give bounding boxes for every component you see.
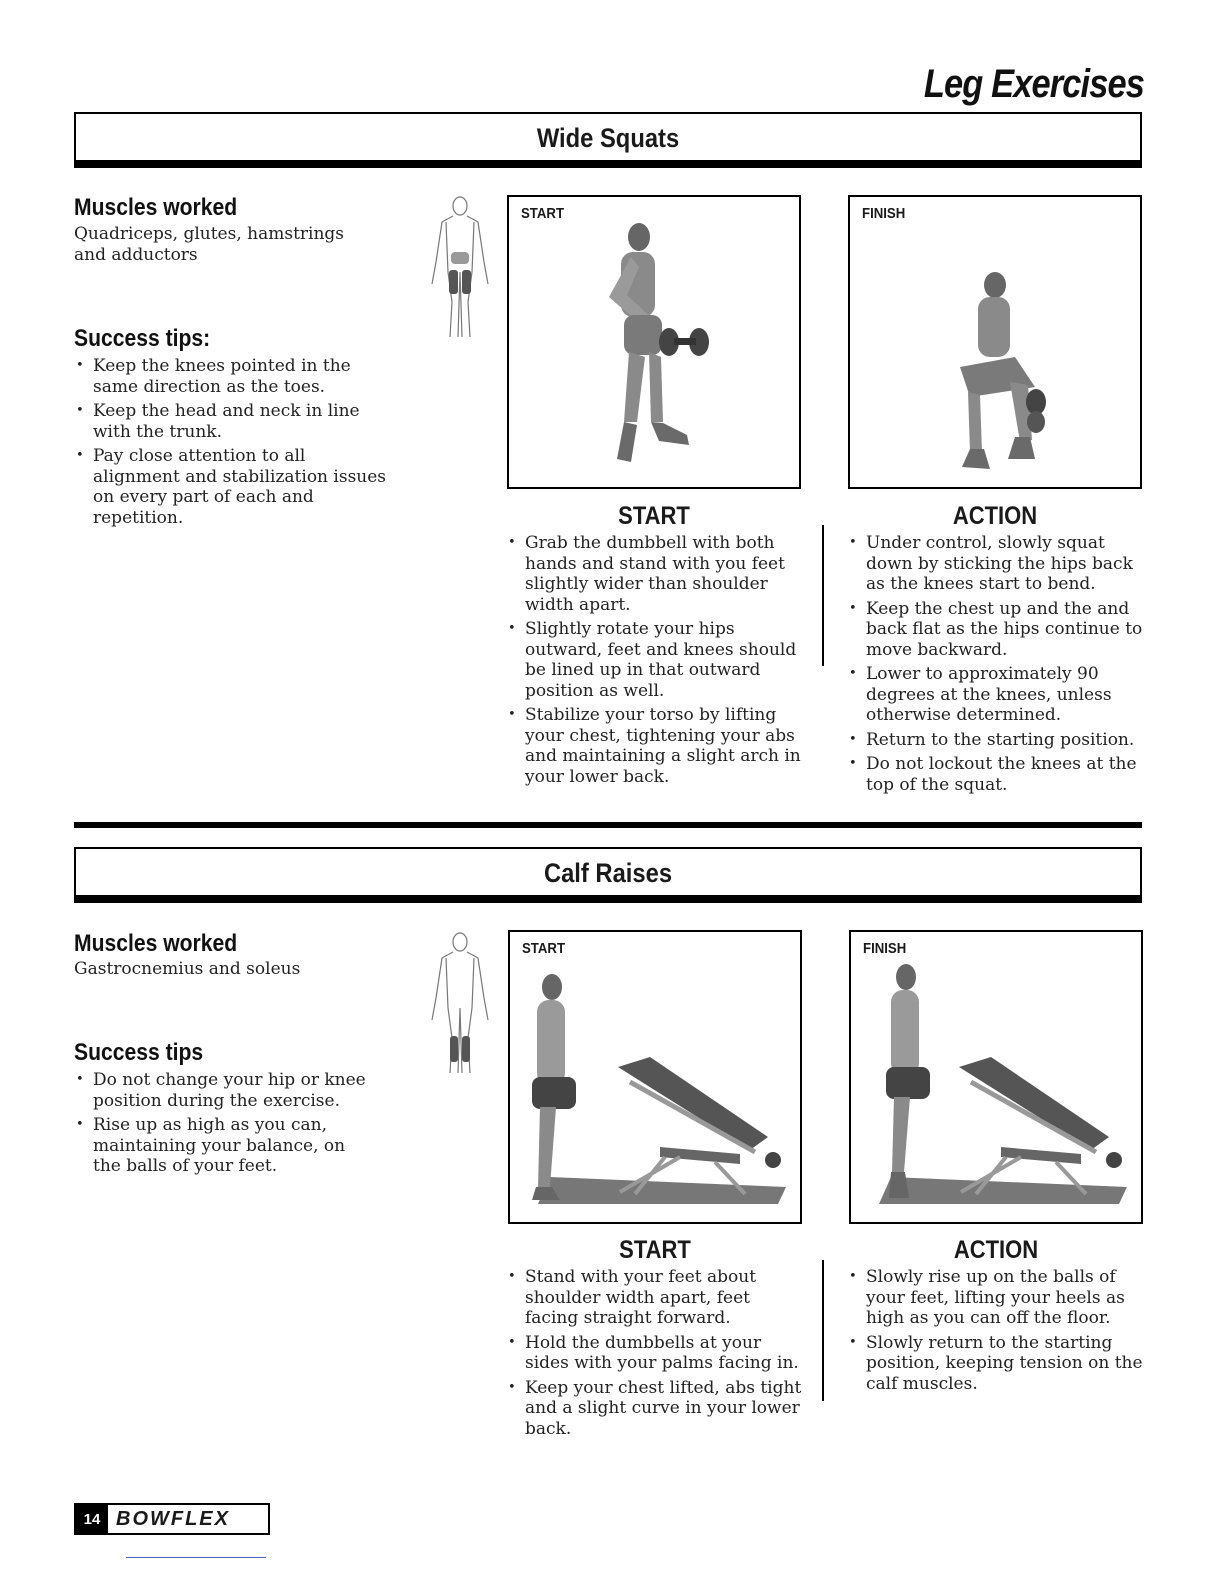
action-instructions bbox=[847, 533, 1147, 799]
muscles-worked-heading: Muscles worked bbox=[74, 194, 238, 221]
start-instructions bbox=[506, 533, 806, 791]
action-heading: ACTION bbox=[952, 502, 1038, 530]
photo-label: START bbox=[521, 205, 565, 222]
list-item: • Return to the starting position. bbox=[847, 730, 1147, 751]
photo-label: START bbox=[522, 940, 566, 957]
list-item: • Under control, slowly squat down by sticking the hips back as the knees start to bend. bbox=[847, 533, 1147, 595]
footer-divider bbox=[126, 1557, 266, 1558]
exercise-title-box bbox=[74, 112, 1142, 168]
list-item: • Lower to approximately 90 degrees at the knees, unless otherwise determined. bbox=[847, 664, 1147, 726]
column-divider bbox=[822, 1260, 824, 1401]
finish-photo bbox=[848, 195, 1142, 489]
action-instructions bbox=[847, 1267, 1147, 1398]
list-item: • Slowly return to the starting position, keeping tension on the calf muscles. bbox=[847, 1333, 1147, 1395]
list-item: • Slightly rotate your hips outward, feet and knees should be lined up in that outward position as well. bbox=[506, 619, 806, 701]
calf-raise-start-figure bbox=[510, 932, 800, 1222]
exercise-title: Calf Raises bbox=[543, 858, 673, 888]
list-item: • Keep the head and neck in line with the trunk. bbox=[74, 401, 394, 442]
list-item: • Do not lockout the knees at the top of the squat. bbox=[847, 754, 1147, 795]
brand-logo: BOWFLEX bbox=[116, 1507, 230, 1530]
anatomy-figure-icon bbox=[420, 192, 500, 342]
action-heading: ACTION bbox=[953, 1236, 1039, 1264]
list-item: • Stand with your feet about shoulder width apart, feet facing straight forward. bbox=[506, 1267, 806, 1329]
start-photo bbox=[508, 930, 802, 1224]
page-number: 14 bbox=[76, 1505, 108, 1533]
footer-logo bbox=[74, 1503, 270, 1535]
list-item: • Hold the dumbbells at your sides with your palms facing in. bbox=[506, 1333, 806, 1374]
success-tips-list bbox=[74, 1070, 374, 1181]
success-tips-heading: Success tips bbox=[74, 1039, 204, 1066]
list-item: • Keep your chest lifted, abs tight and a slight curve in your lower back. bbox=[506, 1378, 806, 1440]
section-divider bbox=[74, 822, 1142, 828]
muscles-worked-text: Gastrocnemius and soleus bbox=[74, 959, 301, 979]
list-item: • Stabilize your torso by lifting your chest, tightening your abs and maintaining a slight arch in your lower back. bbox=[506, 705, 806, 787]
photo-label: FINISH bbox=[862, 205, 906, 222]
success-tips-list bbox=[74, 356, 394, 532]
list-item: • Grab the dumbbell with both hands and stand with you feet slightly wider than shoulder width apart. bbox=[506, 533, 806, 615]
exercise-title: Wide Squats bbox=[536, 123, 680, 153]
photo-label: FINISH bbox=[863, 940, 907, 957]
start-heading: START bbox=[619, 1236, 691, 1264]
anatomy-figure-icon bbox=[420, 928, 500, 1078]
list-item: • Do not change your hip or knee position during the exercise. bbox=[74, 1070, 374, 1111]
calf-raise-finish-figure bbox=[851, 932, 1141, 1222]
finish-photo bbox=[849, 930, 1143, 1224]
exercise-title-box bbox=[74, 847, 1142, 903]
page-title: Leg Exercises bbox=[923, 62, 1144, 106]
list-item: • Keep the knees pointed in the same direction as the toes. bbox=[74, 356, 394, 397]
muscles-worked-text: Quadriceps, glutes, hamstrings and adductors bbox=[74, 224, 345, 265]
start-heading: START bbox=[618, 502, 690, 530]
start-photo bbox=[507, 195, 801, 489]
squat-start-figure bbox=[509, 197, 799, 487]
list-item: • Rise up as high as you can, maintaining your balance, on the balls of your feet. bbox=[74, 1115, 374, 1177]
list-item: • Keep the chest up and the and back flat as the hips continue to move backward. bbox=[847, 599, 1147, 661]
start-instructions bbox=[506, 1267, 806, 1443]
list-item: • Pay close attention to all alignment and stabilization issues on every part of each and repetition. bbox=[74, 446, 394, 528]
success-tips-heading: Success tips: bbox=[74, 325, 211, 352]
squat-finish-figure bbox=[850, 197, 1140, 487]
column-divider bbox=[822, 525, 824, 666]
list-item: • Slowly rise up on the balls of your feet, lifting your heels as high as you can off the floor. bbox=[847, 1267, 1147, 1329]
muscles-worked-heading: Muscles worked bbox=[74, 930, 238, 957]
